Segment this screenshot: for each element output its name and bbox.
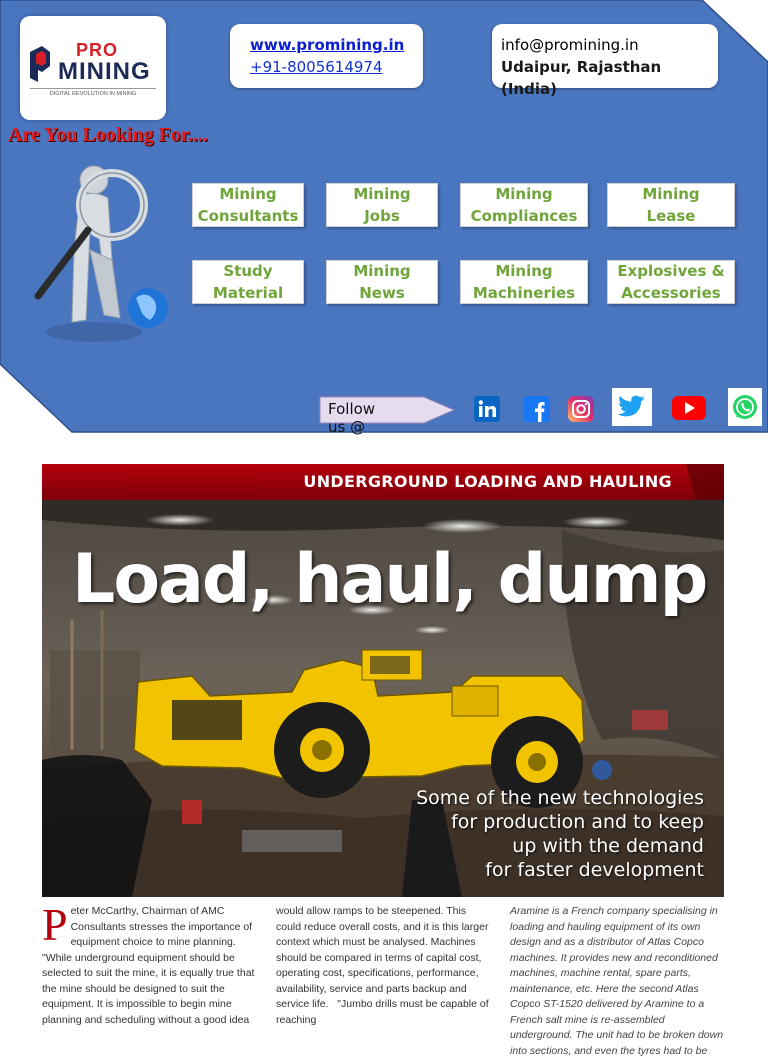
tile-study-material[interactable]: Study Material <box>192 260 304 304</box>
phone-link[interactable]: +91-8005614974 <box>250 58 383 76</box>
tile-mining-compliances[interactable]: Mining Compliances <box>460 183 588 227</box>
article-column-3: Aramine is a French company specialising in loading and hauling equipment of its own design and as a distributor of Atlas Copco machines. It provides new and reconditioned machines, machine rental, spare parts, maintenance, etc. Here the second Atlas Copco ST-1520 delivered by Aramine to a French salt mine is re-assembled underground. The unit had to be broken down into sections, and even the tyres had to be <box>510 905 724 1057</box>
logo-tagline: DIGITAL REVOLUTION IN MINING <box>30 88 156 97</box>
page-headline: Are You Looking For.... <box>8 124 208 146</box>
promining-logo[interactable] <box>20 16 166 120</box>
article-column-2: would allow ramps to be steepened. This could reduce overall costs, and it is this larger context which must be analysed. Machines should be compared in terms of capital cost, operating cost, specifications, performance, availability, service and parts backup and service life. "Jumbo drills must be capable of reaching <box>276 905 489 1026</box>
article-section-title: UNDERGROUND LOADING AND HAULING <box>303 472 672 491</box>
follow-label: Follow us @ <box>328 400 376 436</box>
email-text[interactable]: info@promining.in <box>501 36 639 54</box>
tile-mining-jobs[interactable]: Mining Jobs <box>326 183 438 227</box>
whatsapp-icon[interactable] <box>728 388 762 426</box>
facebook-icon[interactable] <box>524 396 550 422</box>
article-section-bar <box>42 464 724 500</box>
tile-mining-machineries[interactable]: Mining Machineries <box>460 260 588 304</box>
search-figure-icon <box>24 150 184 350</box>
instagram-icon[interactable] <box>568 396 594 422</box>
logo-mark-icon <box>28 44 52 84</box>
linkedin-icon[interactable] <box>474 396 500 422</box>
article-title: Load, haul, dump <box>72 540 707 619</box>
twitter-icon[interactable] <box>612 388 652 426</box>
tile-explosives-accessories[interactable]: Explosives & Accessories <box>607 260 735 304</box>
tile-mining-news[interactable]: Mining News <box>326 260 438 304</box>
location-text: Udaipur, Rajasthan (India) <box>501 58 662 98</box>
logo-brand-top: PRO <box>76 40 119 60</box>
youtube-icon[interactable] <box>672 396 706 420</box>
column-1-text: eter McCarthy, Chairman of AMC Consultants stresses the importance of equipment choice to mine planning. "While underground equipment should be selected to suit the mine, it is equally true that the mine should be designed to suit the equipment. It is impossible to begin mine planning and scheduling without a good idea <box>42 905 255 1026</box>
magazine-article <box>42 464 724 1057</box>
contact-address-box <box>492 24 718 98</box>
logo-brand-bottom: MINING <box>58 58 151 85</box>
tile-mining-consultants[interactable]: Mining Consultants <box>192 183 304 227</box>
tile-mining-lease[interactable]: Mining Lease <box>607 183 735 227</box>
website-link[interactable]: www.promining.in <box>250 36 405 54</box>
drop-cap: P <box>42 899 68 950</box>
header-banner <box>0 0 768 436</box>
photo-caption: Some of the new technologies for production and to keep up with the demand for faster development <box>416 787 704 881</box>
article-photo <box>42 500 724 897</box>
contact-web-box <box>230 24 423 88</box>
article-column-1 <box>42 899 256 1028</box>
